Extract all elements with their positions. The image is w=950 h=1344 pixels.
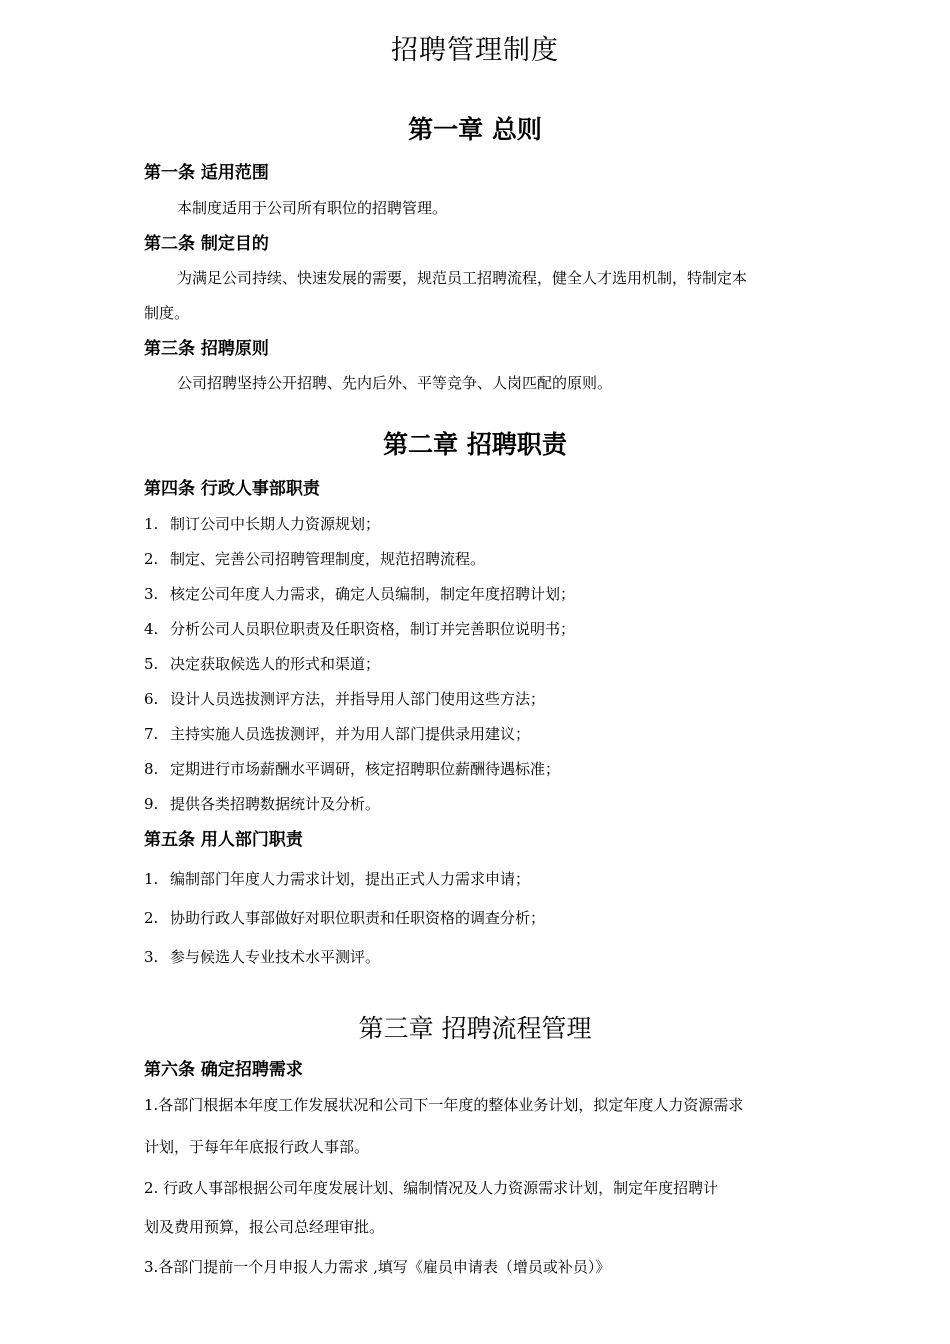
list-item-number: 6. <box>144 690 159 708</box>
article-1-text: 本制度适用于公司所有职位的招聘管理。 <box>177 199 448 217</box>
list-item <box>144 758 560 779</box>
list-item-text: 核定公司年度人力需求，确定人员编制，制定年度招聘计划； <box>170 585 576 603</box>
article-6-paragraph-1-line-1: 1.各部门根据本年度工作发展状况和公司下一年度的整体业务计划，拟定年度人力资源需求 <box>144 1096 744 1114</box>
list-item-number: 2. <box>144 550 159 568</box>
list-item-number: 3. <box>144 585 159 603</box>
list-item-number: 7. <box>144 725 159 743</box>
list-item <box>144 688 545 709</box>
list-item-text: 制定、完善公司招聘管理制度，规范招聘流程。 <box>170 550 486 568</box>
article-1-heading: 第一条 适用范围 <box>144 163 269 183</box>
article-6-paragraph-2-line-1: 2. 行政人事部根据公司年度发展计划、编制情况及人力资源需求计划，制定年度招聘计 <box>144 1179 719 1197</box>
list-item-text: 编制部门年度人力需求计划，提出正式人力需求申请； <box>170 870 531 888</box>
article-6-heading: 第六条 确定招聘需求 <box>144 1060 303 1080</box>
article-2-text-line-1: 为满足公司持续、快速发展的需要，规范员工招聘流程，健全人才选用机制，特制定本 <box>177 269 748 287</box>
list-item <box>144 907 545 928</box>
article-6-paragraph-1-line-2: 计划，于每年年底报行政人事部。 <box>144 1138 370 1156</box>
article-4-heading: 第四条 行政人事部职责 <box>144 479 320 499</box>
article-6-paragraph-2-line-2: 划及费用预算，报公司总经理审批。 <box>144 1218 385 1236</box>
list-item-text: 参与候选人专业技术水平测评。 <box>170 948 381 966</box>
list-item <box>144 513 380 534</box>
list-item-text: 分析公司人员职位职责及任职资格，制订并完善职位说明书； <box>170 620 576 638</box>
list-item-text: 制订公司中长期人力资源规划； <box>170 515 381 533</box>
list-item <box>144 868 530 889</box>
list-item-number: 5. <box>144 655 159 673</box>
article-2-text-line-2: 制度。 <box>144 304 190 322</box>
list-item-number: 2. <box>144 909 159 927</box>
article-6-paragraph-3-line-1: 3.各部门提前一个月申报人力需求 ,填写《雇员申请表（增员或补员）》 <box>144 1258 611 1276</box>
list-item-number: 9. <box>144 795 159 813</box>
article-3-text: 公司招聘坚持公开招聘、先内后外、平等竞争、人岗匹配的原则。 <box>177 374 613 392</box>
chapter-3-heading: 第三章 招聘流程管理 <box>358 1014 592 1043</box>
list-item-number: 1. <box>144 515 159 533</box>
list-item <box>144 548 485 569</box>
list-item-text: 设计人员选拔测评方法，并指导用人部门使用这些方法； <box>170 690 546 708</box>
list-item-number: 8. <box>144 760 159 778</box>
document-title: 招聘管理制度 <box>391 35 559 66</box>
list-item <box>144 793 380 814</box>
list-item <box>144 583 575 604</box>
list-item-number: 1. <box>144 870 159 888</box>
list-item <box>144 653 380 674</box>
list-item <box>144 618 575 639</box>
list-item-text: 决定获取候选人的形式和渠道； <box>170 655 381 673</box>
list-item <box>144 723 530 744</box>
list-item-text: 主持实施人员选拔测评，并为用人部门提供录用建议； <box>170 725 531 743</box>
chapter-1-heading: 第一章 总则 <box>408 115 542 144</box>
list-item-text: 提供各类招聘数据统计及分析。 <box>170 795 381 813</box>
list-item-number: 4. <box>144 620 159 638</box>
article-3-heading: 第三条 招聘原则 <box>144 339 269 359</box>
article-2-heading: 第二条 制定目的 <box>144 234 269 254</box>
chapter-2-heading: 第二章 招聘职责 <box>383 430 567 459</box>
list-item-number: 3. <box>144 948 159 966</box>
list-item-text: 定期进行市场薪酬水平调研，核定招聘职位薪酬待遇标准； <box>170 760 561 778</box>
article-5-heading: 第五条 用人部门职责 <box>144 830 303 850</box>
list-item <box>144 946 380 967</box>
list-item-text: 协助行政人事部做好对职位职责和任职资格的调查分析； <box>170 909 546 927</box>
